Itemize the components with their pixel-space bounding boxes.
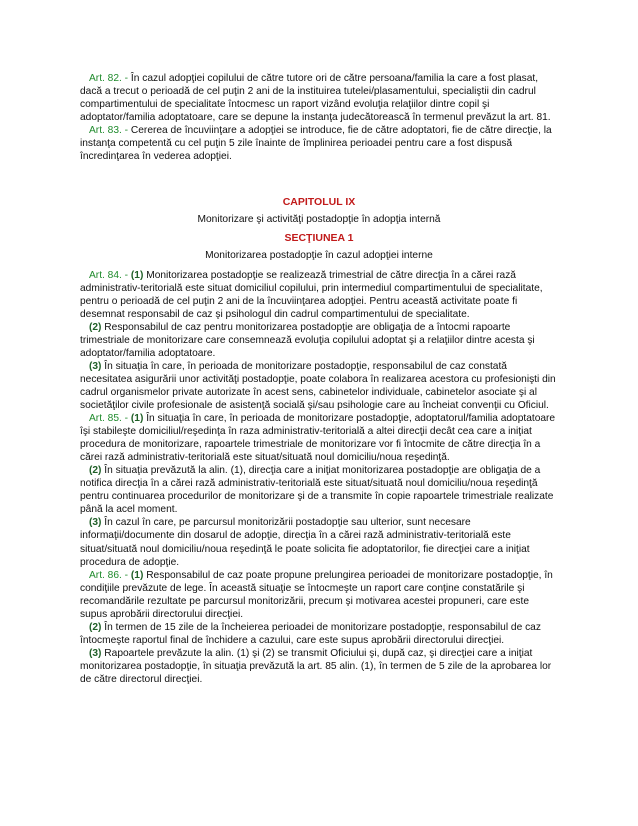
subparagraph: [80, 464, 558, 516]
article-separator: -: [121, 269, 131, 281]
paragraph-text: Responsabilul de caz poate propune prelungirea perioadei de monitorizare postadopţie, în condiţiile prevăzute de lege. În această situaţie se întocmeşte un raport care conţine constatările şi recomandările rezultate pe parcursul monitorizării, precum şi motivarea acestei propuneri, care este supus aprobării directorului direcţiei.: [80, 569, 553, 620]
paragraph-text: În cazul în care, pe parcursul monitorizării postadopţie sau ulterior, sunt necesare informaţii/documente din dosarul de adopţie, direcţia în a cărei rază administrativ-teritorială este situat/situată noul domiciliu/noua reşedinţă le poate solicita fie adoptatorilor, fie direcţiei care a iniţiat procedura de adopţie.: [80, 517, 530, 568]
paragraph-text: În termen de 15 zile de la încheierea perioadei de monitorizare postadopţie, responsabilul de caz întocmeşte raportul final de închidere a cazului, care este supus aprobării directorului direcţiei.: [80, 621, 541, 646]
section-subtitle: Monitorizarea postadopţie în cazul adopţiei interne: [205, 250, 433, 262]
paragraph-number: (2): [89, 465, 102, 477]
paragraph-text: În cazul adopţiei copilului de către tutore ori de către persoana/familia la care a fost plasat, dacă a trecut o perioadă de cel puţin 2 ani de la instituirea tutelei/plasamentului, specialiştii din cadrul compartimentului de specialitate întocmesc un raport vizând evoluţia relaţiilor dintre copil şi adoptator/familia adoptatoare, care se depune la instanţa judecătorească în termenul prevăzut la art. 81.: [80, 73, 551, 124]
paragraph-number: (1): [130, 569, 144, 581]
paragraph-number: (3): [89, 517, 102, 529]
subparagraph: [80, 321, 558, 360]
article-label: Art. 84.: [89, 269, 122, 281]
paragraph-text: Rapoartele prevăzute la alin. (1) şi (2) se transmit Oficiului şi, după caz, şi direcţiei care a iniţiat monitorizarea postadopţie, în situaţia prevăzută la art. 85 alin. (1), în termen de 5 zile de la aprobarea lor de către directorul direcţiei.: [80, 647, 552, 685]
section-title: SECŢIUNEA 1: [284, 232, 354, 245]
chapter-subtitle: Monitorizare şi activităţi postadopţie în adopţia internă: [197, 214, 441, 226]
article-separator: -: [121, 73, 131, 84]
article-paragraph: [80, 412, 558, 464]
article-paragraph: [80, 569, 558, 621]
article-label: Art. 85.: [89, 413, 122, 425]
article-separator: -: [121, 413, 131, 425]
article-label: Art. 82.: [89, 73, 122, 84]
subparagraph: [80, 516, 558, 568]
paragraph-number: (2): [89, 621, 102, 633]
article-paragraph: [80, 269, 558, 321]
paragraph-number: (1): [130, 413, 144, 425]
subparagraph: [80, 647, 558, 686]
article-paragraph: [80, 72, 558, 124]
article-paragraph: [80, 124, 558, 163]
paragraph-text: Monitorizarea postadopţie se realizează trimestrial de către direcţia în a cărei rază administrativ-teritorială este situat domiciliul copilului, prin intermediul compartimentului de specialitate, pentru o perioadă de cel puţin 2 ani de la încuviinţarea adopţiei. Pentru această activitate poate fi desemnat responsabil de caz şi psihologul din cadrul compartimentului de specialitate.: [80, 269, 543, 320]
article-label: Art. 83.: [89, 125, 122, 137]
paragraph-text: În situaţia prevăzută la alin. (1), direcţia care a iniţiat monitorizarea postadopţie are obligaţia de a notifica direcţia în a cărei rază administrativ-teritorială este situat/situată noul domiciliu/noua reşedinţă pentru continuarea procedurilor de monitorizare şi de a transmite în copie rapoartele trimestriale realizate până la acel moment.: [80, 465, 554, 516]
paragraph-text: Cererea de încuviinţare a adopţiei se introduce, fie de către adoptatori, fie de către direcţie, la instanţa competentă cu cel puţin 5 zile înainte de împlinirea perioadei pentru care a fost dispusă încredinţarea în vederea adopţiei.: [80, 125, 552, 163]
article-separator: -: [121, 569, 131, 581]
article-separator: -: [121, 125, 131, 137]
chapter-title: CAPITOLUL IX: [282, 196, 356, 209]
paragraph-number: (3): [89, 360, 102, 372]
subparagraph: [80, 360, 558, 412]
paragraph-text: În situaţia în care, în perioada de monitorizare postadopţie, adoptatorul/familia adoptatoare îşi stabileşte domiciliul/reşedinţa în raza administrativ-teritorială a altei direcţii decât cea care a iniţiat procedura de monitorizare, rapoartele trimestriale de monitorizare vor fi întocmite de către direcţia în a cărei rază administrativ-teritorială este situat/situată noul domiciliu/noua reşedinţă.: [80, 413, 556, 464]
subparagraph: [80, 621, 558, 647]
paragraph-text: Responsabilul de caz pentru monitorizarea postadopţie are obligaţia de a întocmi rapoarte trimestriale de monitorizare care consemnează evoluţia copilului adoptat şi a relaţiilor dintre acesta şi adoptator/familia adoptatoare.: [80, 321, 535, 359]
paragraph-number: (3): [89, 647, 102, 659]
paragraph-number: (2): [89, 321, 102, 333]
paragraph-text: În situaţia în care, în perioada de monitorizare postadopţie, responsabilul de caz constată necesitatea asigurării unor activităţi postadopţie, poate colabora în realizarea acestora cu profesionişti din cadrul organismelor private autorizate în acest sens, cabinetelor individuale, cabinetelor asociate şi al societăţilor civile profesionale de asistenţă socială şi/sau psihologie care au încheiat convenţii cu Oficiul.: [80, 360, 556, 411]
section-gap: [80, 163, 558, 196]
paragraph-number: (1): [130, 269, 144, 281]
article-label: Art. 86.: [89, 569, 122, 581]
